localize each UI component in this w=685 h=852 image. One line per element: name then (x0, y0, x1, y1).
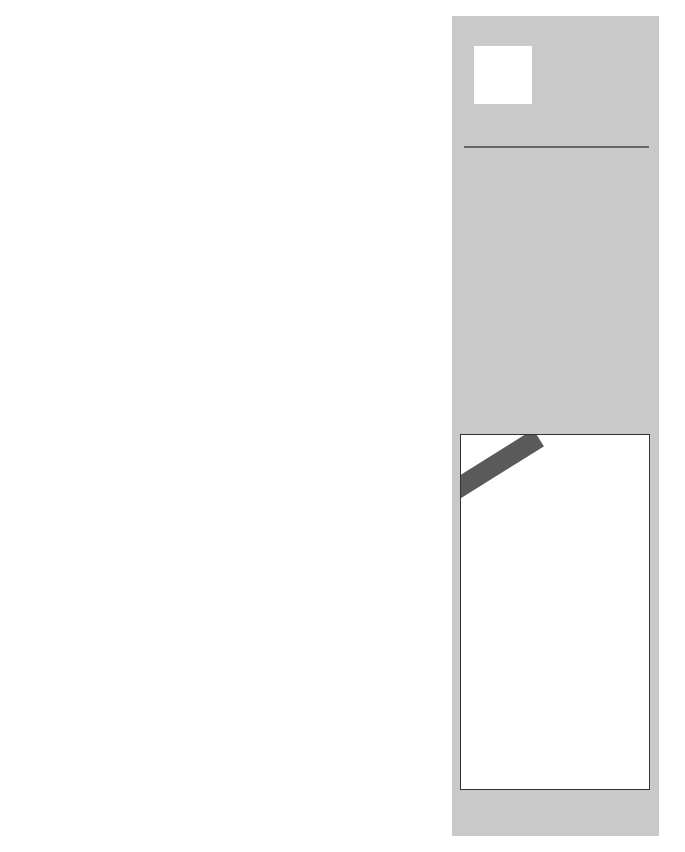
cover-person-box (460, 434, 650, 790)
cover-person-ribbon (460, 434, 544, 505)
divider (464, 146, 649, 148)
qr-code[interactable] (474, 46, 532, 104)
qr-code-icon (477, 49, 529, 101)
info-sidebar (452, 16, 659, 836)
